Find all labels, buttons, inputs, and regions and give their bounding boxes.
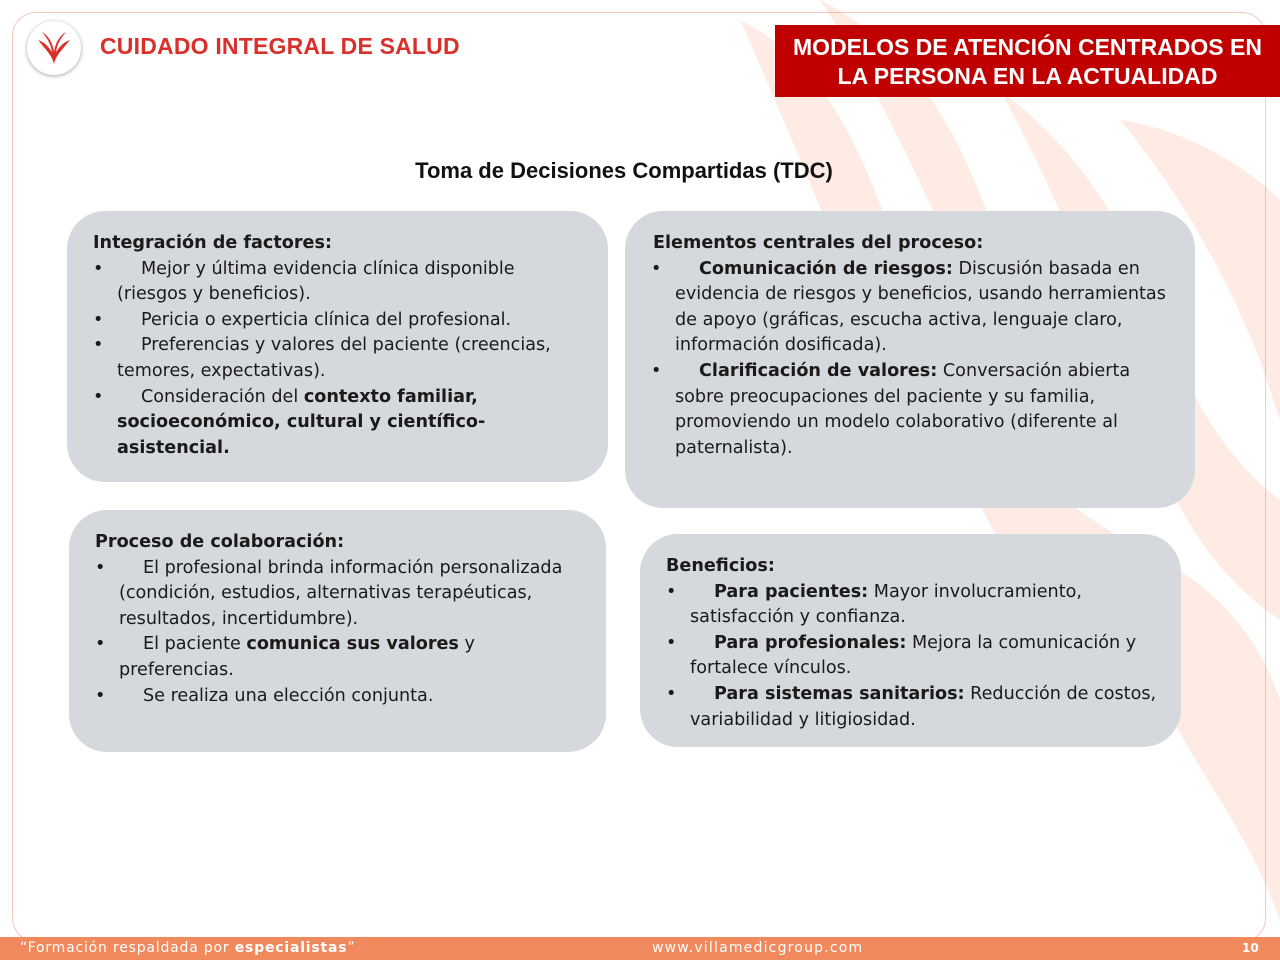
item-emphasis: comunica sus valores (246, 634, 459, 655)
footer-website-link[interactable]: www.villamedicgroup.com (652, 940, 864, 956)
card-elementos-list (651, 257, 1173, 462)
bullet: • (95, 685, 106, 706)
bullet: • (666, 683, 677, 704)
item-text: Reducción de costos, variabilidad y litigiosidad. (690, 683, 1157, 730)
bullet: • (651, 258, 662, 279)
bullet: • (93, 335, 104, 356)
item-text: Discusión basada en evidencia de riesgos y beneficios, usando herramientas de apoyo (gráficas, escucha activa, lenguaje claro, información dosificada). (675, 258, 1166, 356)
card-colaboracion-heading: Proceso de colaboración: (95, 532, 345, 552)
phoenix-logo-icon (34, 30, 74, 66)
bullet: • (651, 360, 662, 381)
list-item (651, 359, 1173, 461)
item-text: Mejora la comunicación y fortalece vínculos. (690, 632, 1137, 679)
item-text: Se realiza una elección conjunta. (143, 685, 434, 706)
item-emphasis: Comunicación de riesgos: (699, 258, 953, 279)
card-colaboracion-list (95, 556, 584, 710)
card-elementos-heading: Elementos centrales del proceso: (653, 233, 984, 253)
bullet: • (666, 581, 677, 602)
card-elementos (625, 211, 1195, 508)
bullet: • (666, 632, 677, 653)
item-emphasis: Para profesionales: (714, 632, 907, 653)
list-item (666, 580, 1159, 631)
footer-tagline-close: ” (347, 940, 356, 956)
item-text: El profesional brinda información personalizada (condición, estudios, alternativas terapéuticas, resultados, incertidumbre). (119, 557, 563, 629)
item-text: Consideración del (141, 386, 304, 407)
bullet: • (93, 258, 104, 279)
brand-name: CUIDADO INTEGRAL DE SALUD (100, 33, 460, 59)
footer-tagline-text: “Formación respaldada por (20, 940, 235, 956)
bullet: • (93, 386, 104, 407)
brand-logo[interactable] (27, 21, 81, 75)
slide-title-line1: MODELOS DE ATENCIÓN CENTRADOS EN (793, 34, 1262, 60)
bullet: • (95, 557, 106, 578)
card-beneficios-heading: Beneficios: (666, 556, 775, 576)
list-item (651, 257, 1173, 359)
list-item (93, 333, 586, 384)
list-item (95, 632, 584, 683)
list-item (93, 385, 586, 462)
list-item (95, 684, 584, 710)
item-emphasis: contexto familiar, socioeconómico, cultural y científico-asistencial. (117, 386, 486, 458)
page-number: 10 (1242, 941, 1259, 955)
item-text: Preferencias y valores del paciente (creencias, temores, expectativas). (117, 335, 551, 381)
card-colaboracion (69, 510, 606, 752)
footer-tagline-emphasis: especialistas (234, 940, 348, 956)
bullet: • (93, 309, 104, 330)
list-item (93, 257, 586, 308)
item-text: El paciente (143, 634, 247, 655)
item-text: Conversación abierta sobre preocupaciones del paciente y su familia, promoviendo un modelo colaborativo (diferente al paternalista). (675, 360, 1131, 458)
footer-tagline (20, 937, 355, 960)
slide-title-line2: LA PERSONA EN LA ACTUALIDAD (837, 63, 1218, 89)
item-emphasis: Clarificación de valores: (699, 360, 938, 381)
list-item (93, 308, 586, 334)
card-integracion (67, 211, 608, 482)
item-text: Pericia o experticia clínica del profesional. (141, 309, 512, 330)
card-integracion-list (93, 257, 586, 462)
card-beneficios (640, 534, 1181, 747)
item-text: Mayor involucramiento, satisfacción y confianza. (690, 581, 1082, 628)
section-subtitle: Toma de Decisiones Compartidas (TDC) (415, 158, 833, 183)
slide-title-box (775, 25, 1280, 97)
card-beneficios-list (666, 580, 1159, 734)
list-item (95, 556, 584, 633)
item-emphasis: Para sistemas sanitarios: (714, 683, 965, 704)
list-item (666, 682, 1159, 733)
item-text: Mejor y última evidencia clínica disponible (riesgos y beneficios). (117, 258, 515, 305)
card-integracion-heading: Integración de factores: (93, 233, 332, 253)
list-item (666, 631, 1159, 682)
bullet: • (95, 634, 106, 655)
item-text: y preferencias. (119, 634, 475, 680)
footer-bar (0, 937, 1280, 960)
item-emphasis: Para pacientes: (714, 581, 869, 602)
